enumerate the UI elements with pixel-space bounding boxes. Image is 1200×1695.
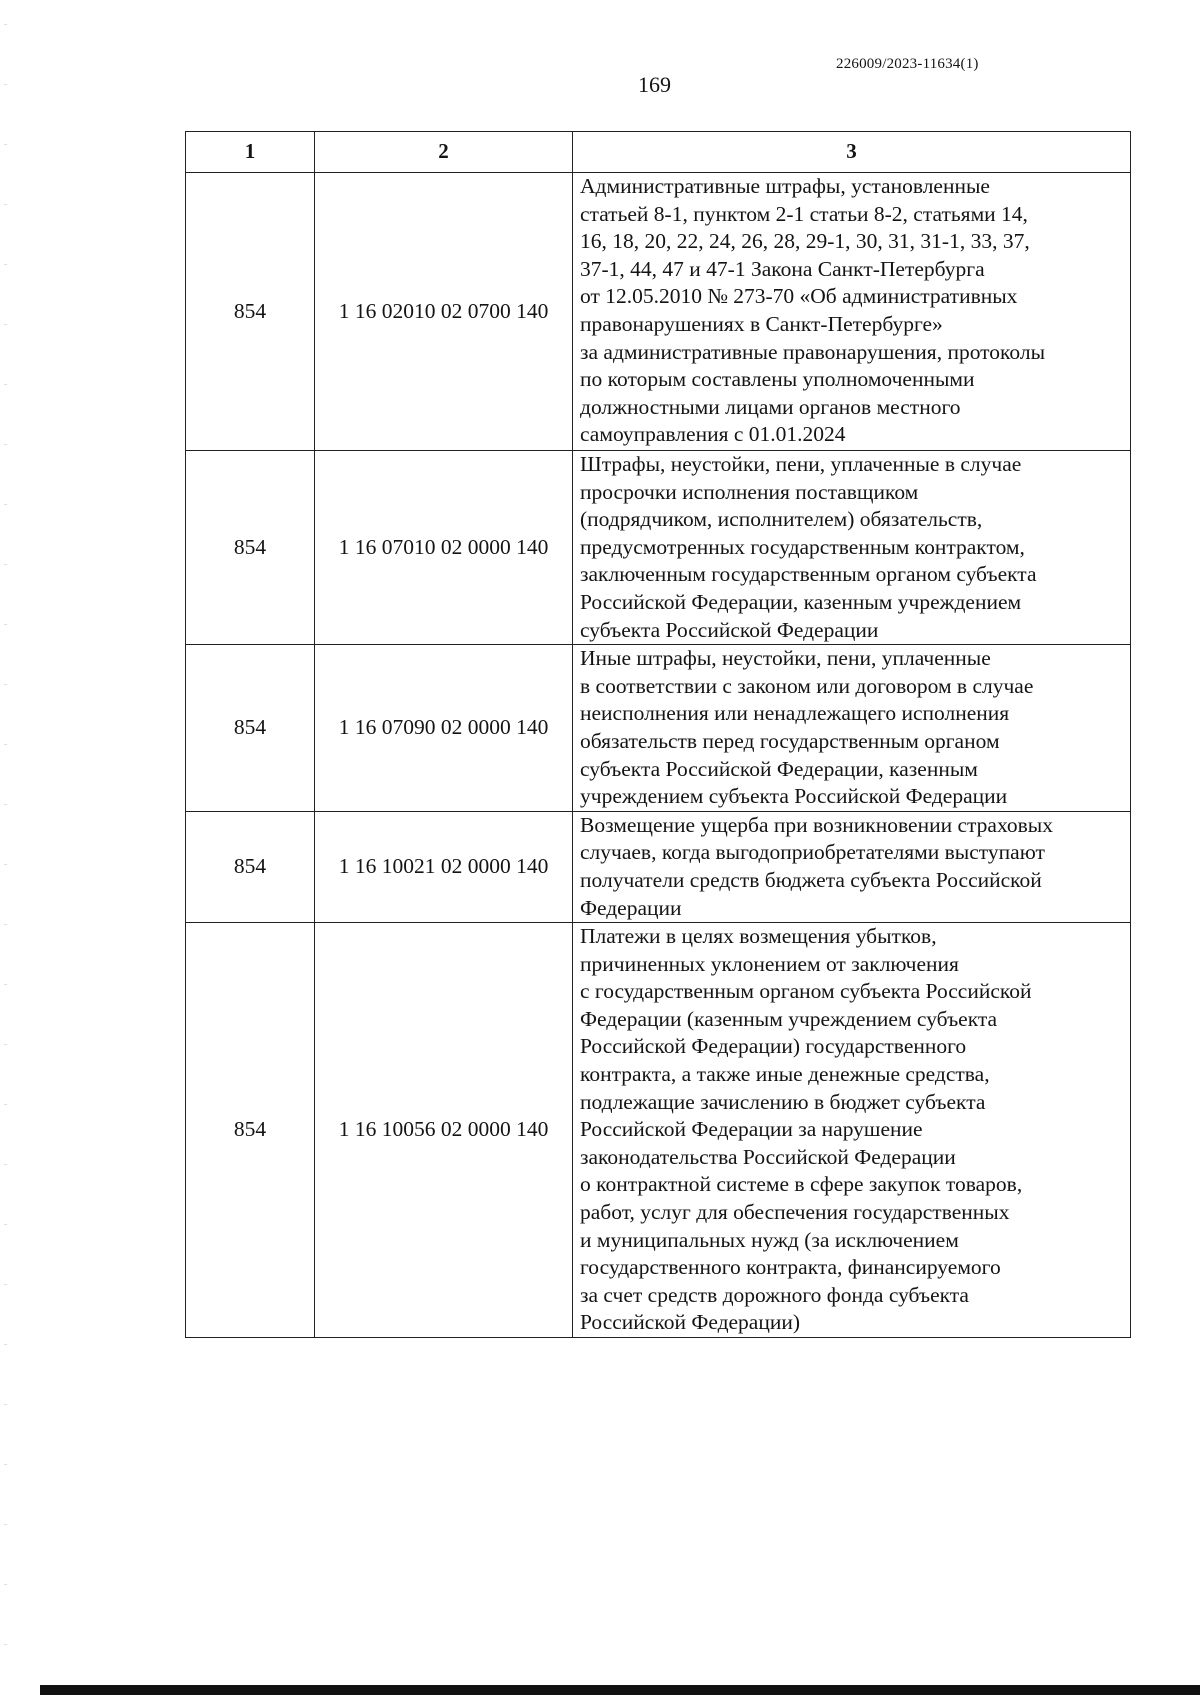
table-row [186, 173, 1131, 451]
description-line: Российской Федерации) [580, 1310, 801, 1335]
description-line: Российской Федерации, казенным учреждением [580, 589, 1022, 614]
description-line: государственного контракта, финансируемого [580, 1255, 1001, 1280]
description-line: причиненных уклонением от заключения [580, 951, 959, 976]
description-line: Российской Федерации) государственного [580, 1034, 967, 1059]
column-header-3: 3 [573, 132, 1131, 173]
description-line: субъекта Российской Федерации [580, 617, 879, 642]
table-row [186, 811, 1131, 922]
description-line: контракта, а также иные денежные средства, [580, 1062, 990, 1087]
description-line: в соответствии с законом или договором в случае [580, 673, 1034, 698]
description-line: Штрафы, неустойки, пени, уплаченные в случае [580, 452, 1022, 476]
budget-classification-code-cell: 1 16 02010 02 0700 140 [315, 173, 573, 451]
description-line: законодательства Российской Федерации [580, 1144, 956, 1169]
description-line: за счет средств дорожного фонда субъекта [580, 1282, 969, 1307]
description-line: Федерации [580, 895, 682, 920]
description-line: (подрядчиком, исполнителем) обязательств, [580, 507, 983, 532]
budget-classification-code-cell: 1 16 07090 02 0000 140 [315, 645, 573, 812]
description-line: Возмещение ущерба при возникновении страховых [580, 812, 1053, 837]
table-row [186, 923, 1131, 1338]
admin-code-cell: 854 [186, 451, 315, 645]
description-line: учреждением субъекта Российской Федерации [580, 784, 1008, 809]
budget-codes-table [185, 131, 1131, 1338]
description-line: предусмотренных государственным контрактом, [580, 534, 1025, 559]
description-line: получатели средств бюджета субъекта Российской [580, 867, 1042, 892]
income-description-cell [573, 923, 1131, 1338]
description-line: о контрактной системе в сфере закупок товаров, [580, 1172, 1023, 1197]
column-header-2: 2 [315, 132, 573, 173]
description-line: работ, услуг для обеспечения государственных [580, 1200, 1010, 1225]
page-number: 169 [638, 72, 671, 97]
description-line: по которым составлены уполномоченными [580, 367, 975, 392]
description-line: Платежи в целях возмещения убытков, [580, 924, 937, 949]
description-line: самоуправления с 01.01.2024 [580, 422, 846, 447]
description-line: правонарушениях в Санкт-Петербурге» [580, 311, 943, 336]
description-line: субъекта Российской Федерации, казенным [580, 756, 978, 781]
income-description-cell [573, 811, 1131, 922]
table-row [186, 645, 1131, 812]
budget-classification-code-cell: 1 16 07010 02 0000 140 [315, 451, 573, 645]
description-line: должностными лицами органов местного [580, 394, 961, 419]
scan-margin-artifact [4, 0, 7, 1695]
description-line: неисполнения или ненадлежащего исполнения [580, 701, 1010, 726]
admin-code-cell: 854 [186, 645, 315, 812]
description-line: подлежащие зачислению в бюджет субъекта [580, 1089, 986, 1114]
document-reference-number: 226009/2023-11634(1) [836, 56, 979, 72]
description-line: 16, 18, 20, 22, 24, 26, 28, 29-1, 30, 31, 31-1, 33, 37, [580, 229, 1030, 254]
description-line: за административные правонарушения, протоколы [580, 339, 1046, 364]
income-description-cell [573, 451, 1131, 645]
income-description-cell [573, 645, 1131, 812]
table-row [186, 451, 1131, 645]
description-line: Российской Федерации за нарушение [580, 1117, 923, 1142]
description-line: заключенным государственным органом субъекта [580, 562, 1037, 587]
admin-code-cell: 854 [186, 811, 315, 922]
description-line: обязательств перед государственным органом [580, 728, 1000, 753]
description-line: 37-1, 44, 47 и 47-1 Закона Санкт-Петербурга [580, 256, 985, 281]
description-line: случаев, когда выгодоприобретателями выступают [580, 840, 1045, 865]
description-line: с государственным органом субъекта Российской [580, 979, 1032, 1004]
column-header-1: 1 [186, 132, 315, 173]
description-line: просрочки исполнения поставщиком [580, 479, 919, 504]
table-header-row [186, 132, 1131, 173]
description-line: Иные штрафы, неустойки, пени, уплаченные [580, 646, 991, 671]
budget-classification-code-cell: 1 16 10056 02 0000 140 [315, 923, 573, 1338]
description-line: Административные штрафы, установленные [580, 174, 990, 198]
description-line: и муниципальных нужд (за исключением [580, 1227, 959, 1252]
admin-code-cell: 854 [186, 923, 315, 1338]
description-line: от 12.05.2010 № 273-70 «Об административных [580, 284, 1018, 309]
scan-bottom-edge [40, 1685, 1200, 1695]
description-line: Федерации (казенным учреждением субъекта [580, 1006, 998, 1031]
description-line: статьей 8-1, пунктом 2-1 статьи 8-2, статьями 14, [580, 201, 1028, 226]
admin-code-cell: 854 [186, 173, 315, 451]
budget-classification-code-cell: 1 16 10021 02 0000 140 [315, 811, 573, 922]
income-description-cell [573, 173, 1131, 451]
